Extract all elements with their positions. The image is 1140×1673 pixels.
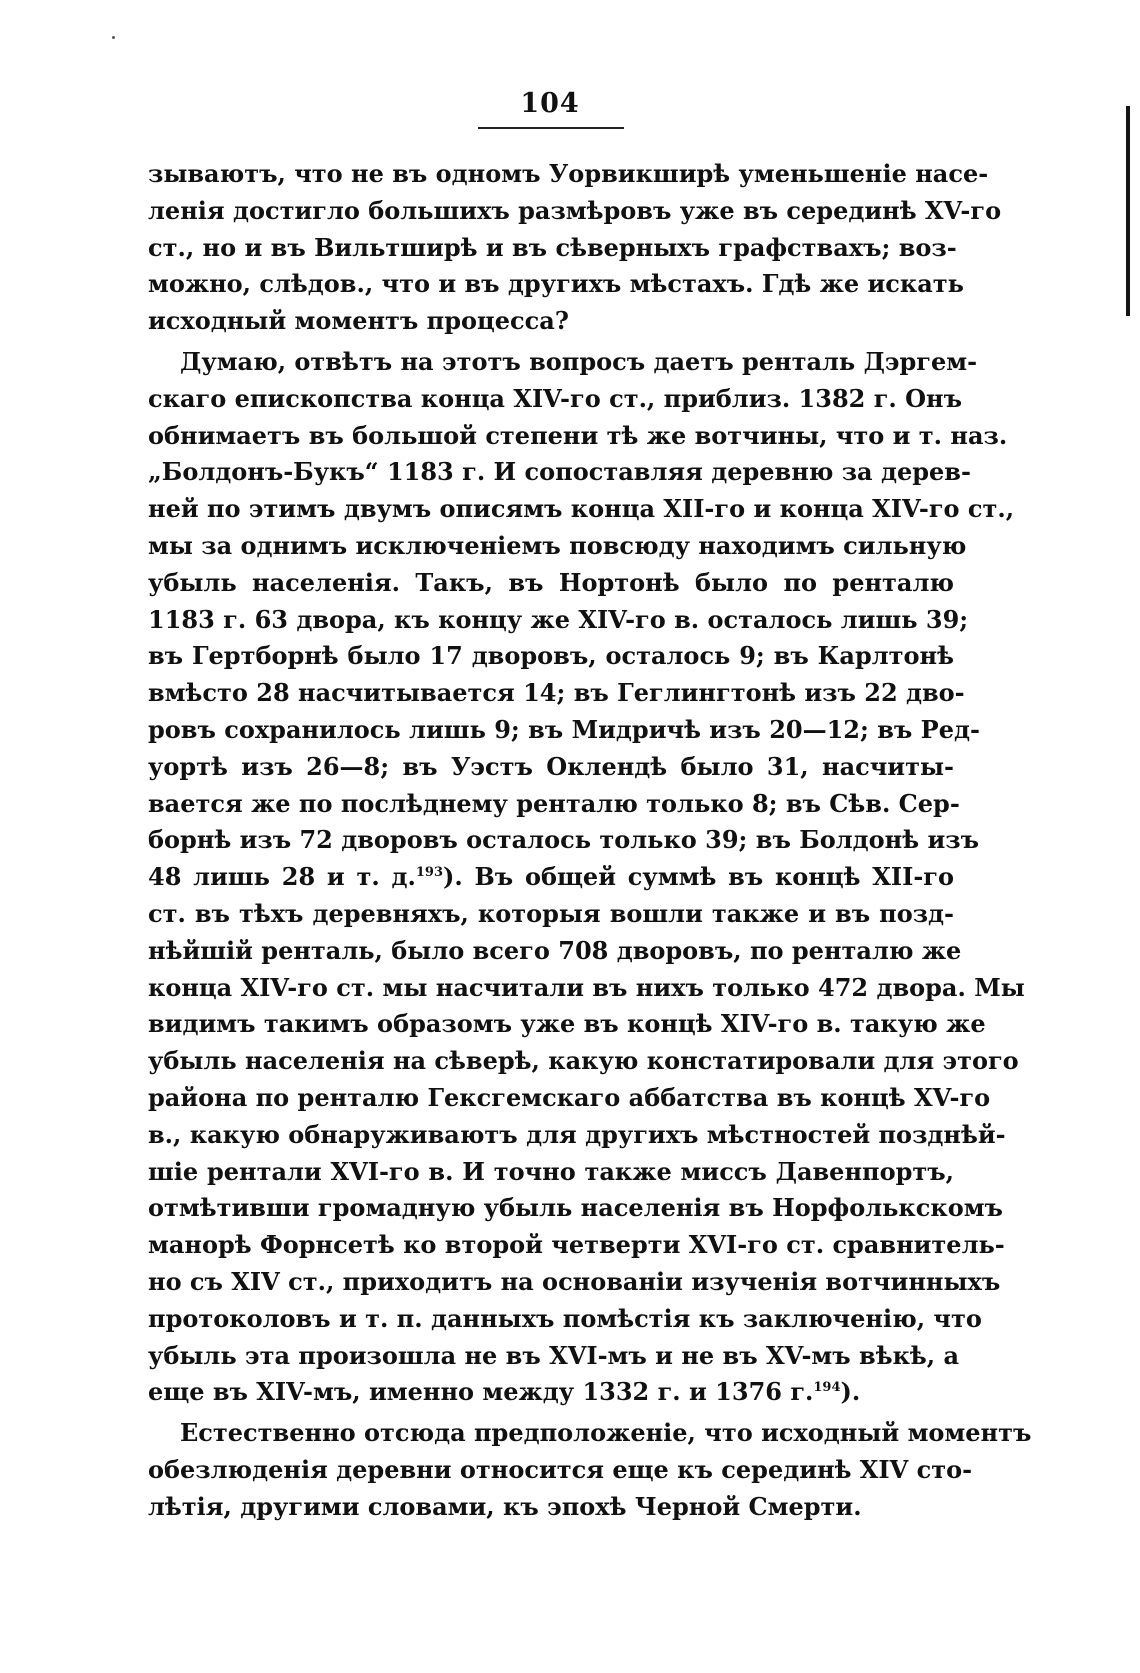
header-rule (478, 127, 624, 129)
paragraph (148, 156, 1002, 340)
line-text: убыль эта произошла не въ XVI-мъ и не въ XV-мъ вѣкѣ, а (148, 1340, 960, 1370)
text-line (148, 344, 978, 381)
line-text: еще въ XIV-мъ, именно между 1332 г. и 1376 г. (148, 1377, 814, 1407)
line-text: манорѣ Форнсетѣ ко второй четверти XVI-го ст. сравнитель- (148, 1230, 1005, 1260)
text-line (148, 418, 1008, 455)
text-line (148, 454, 971, 491)
line-text: шіе рентали XVI-го в. И точно также миссъ Давенпортъ, (148, 1156, 954, 1186)
line-text-after-footnote: ). (840, 1377, 861, 1407)
paragraph (148, 344, 1025, 1411)
text-line (148, 822, 979, 859)
page-edge-mark (1126, 106, 1130, 316)
line-text: нѣйшій ренталь, было всего 708 дворовъ, по ренталю же (148, 935, 962, 965)
text-line (148, 1227, 1005, 1264)
text-line (148, 491, 1015, 528)
line-text: убыль населенія. Такъ, въ Нортонѣ было по ренталю (148, 567, 954, 597)
line-text: можно, слѣдов., что и въ другихъ мѣстахъ. Гдѣ же искать (148, 269, 964, 299)
text-line (148, 970, 1025, 1007)
text-line (148, 1338, 960, 1375)
paragraph (148, 1415, 1032, 1525)
text-line (148, 528, 967, 565)
line-text: ст., но и въ Вильтширѣ и въ сѣверныхъ графствахъ; воз- (148, 232, 957, 262)
text-line (148, 303, 954, 340)
line-text: въ Гертборнѣ было 17 дворовъ, осталось 9; въ Карлтонѣ (148, 641, 954, 671)
line-text: Думаю, отвѣтъ на этотъ вопросъ даетъ ренталь Дэргем- (180, 346, 978, 376)
line-text: убыль населенія на сѣверѣ, какую констатировали для этого (148, 1046, 1019, 1076)
line-text: видимъ такимъ образомъ уже въ концѣ XIV-го в. такую же (148, 1009, 986, 1039)
line-text: конца XIV-го ст. мы насчитали въ нихъ только 472 двора. Мы (148, 972, 1025, 1002)
text-line (148, 602, 969, 639)
text-line (148, 638, 954, 675)
line-text: 48 лишь 28 и т. д. (148, 862, 416, 892)
page-number: 104 (520, 88, 580, 119)
line-text: ленія достигло большихъ размѣровъ уже въ серединѣ XV-го (148, 195, 1002, 225)
text-line (148, 1374, 954, 1411)
line-text: вмѣсто 28 насчитывается 14; въ Геглингтонѣ изъ 22 дво- (148, 678, 965, 708)
text-line (148, 749, 954, 786)
text-line (148, 1080, 991, 1117)
line-text: в., какую обнаруживаютъ для другихъ мѣстностей позднѣй- (148, 1119, 1006, 1149)
text-line (148, 712, 980, 749)
text-line (148, 1117, 1006, 1154)
text-line (148, 230, 957, 267)
line-text: ней по этимъ двумъ описямъ конца XII-го и конца XIV-го ст., (148, 494, 1015, 524)
line-text: вается же по послѣднему ренталю только 8; въ Сѣв. Сер- (148, 788, 960, 818)
footnote-ref: 193 (415, 865, 443, 881)
text-line (148, 1415, 1032, 1452)
text-line (148, 381, 962, 418)
line-text: но съ XIV ст., приходитъ на основаніи изученія вотчинныхъ (148, 1266, 1001, 1296)
text-line (148, 193, 1002, 230)
line-text: исходный моментъ процесса? (148, 306, 569, 336)
line-text-after-footnote: ). Въ общей суммѣ въ концѣ XII-го (443, 862, 954, 892)
text-line (148, 565, 954, 602)
text-line (148, 266, 964, 303)
line-text: протоколовъ и т. п. данныхъ помѣстія къ заключенію, что (148, 1303, 982, 1333)
line-text: „Болдонъ-Букъ“ 1183 г. И сопоставляя деревню за дерев- (148, 457, 971, 487)
line-text: Естественно отсюда предположеніе, что исходный моментъ (180, 1418, 1032, 1448)
text-line (148, 1006, 986, 1043)
line-text: ровъ сохранилось лишь 9; въ Мидричѣ изъ 20—12; въ Ред- (148, 714, 980, 744)
line-text: ст. въ тѣхъ деревняхъ, которыя вошли также и въ позд- (148, 898, 954, 928)
text-line (148, 1489, 954, 1526)
line-text: мы за однимъ исключеніемъ повсюду находимъ сильную (148, 530, 967, 560)
line-text: борнѣ изъ 72 дворовъ осталось только 39; въ Болдонѣ изъ (148, 825, 979, 855)
text-line (148, 675, 965, 712)
text-line (148, 786, 960, 823)
text-line (148, 1452, 973, 1489)
line-text: обезлюденія деревни относится еще къ серединѣ XIV сто- (148, 1454, 973, 1484)
line-text: зываютъ, что не въ одномъ Уорвикширѣ уменьшеніе насе- (148, 159, 989, 188)
text-line (148, 1043, 1019, 1080)
line-text: обнимаетъ въ большой степени тѣ же вотчины, что и т. наз. (148, 420, 1008, 450)
text-line (148, 859, 954, 896)
text-line (148, 896, 954, 933)
footnote-ref: 194 (813, 1380, 841, 1396)
text-line (148, 1301, 982, 1338)
text-line (148, 1190, 1003, 1227)
line-text: района по ренталю Гексгемскаго аббатства въ концѣ XV-го (148, 1082, 991, 1112)
line-text: скаго епископства конца XIV-го ст., приблиз. 1382 г. Онъ (148, 383, 962, 413)
text-line (148, 1264, 1001, 1301)
text-line (148, 933, 962, 970)
body-text (148, 156, 1032, 1525)
line-text: отмѣтивши громадную убыль населенія въ Норфолькскомъ (148, 1193, 1003, 1223)
line-text: лѣтія, другими словами, къ эпохѣ Черной Смерти. (148, 1491, 862, 1521)
line-text: уортѣ изъ 26—8; въ Уэстъ Оклендѣ было 31, насчиты- (148, 751, 954, 781)
text-line (148, 156, 989, 193)
scan-speck (112, 36, 115, 39)
text-line (148, 1154, 954, 1191)
line-text: 1183 г. 63 двора, къ концу же XIV-го в. осталось лишь 39; (148, 604, 969, 634)
